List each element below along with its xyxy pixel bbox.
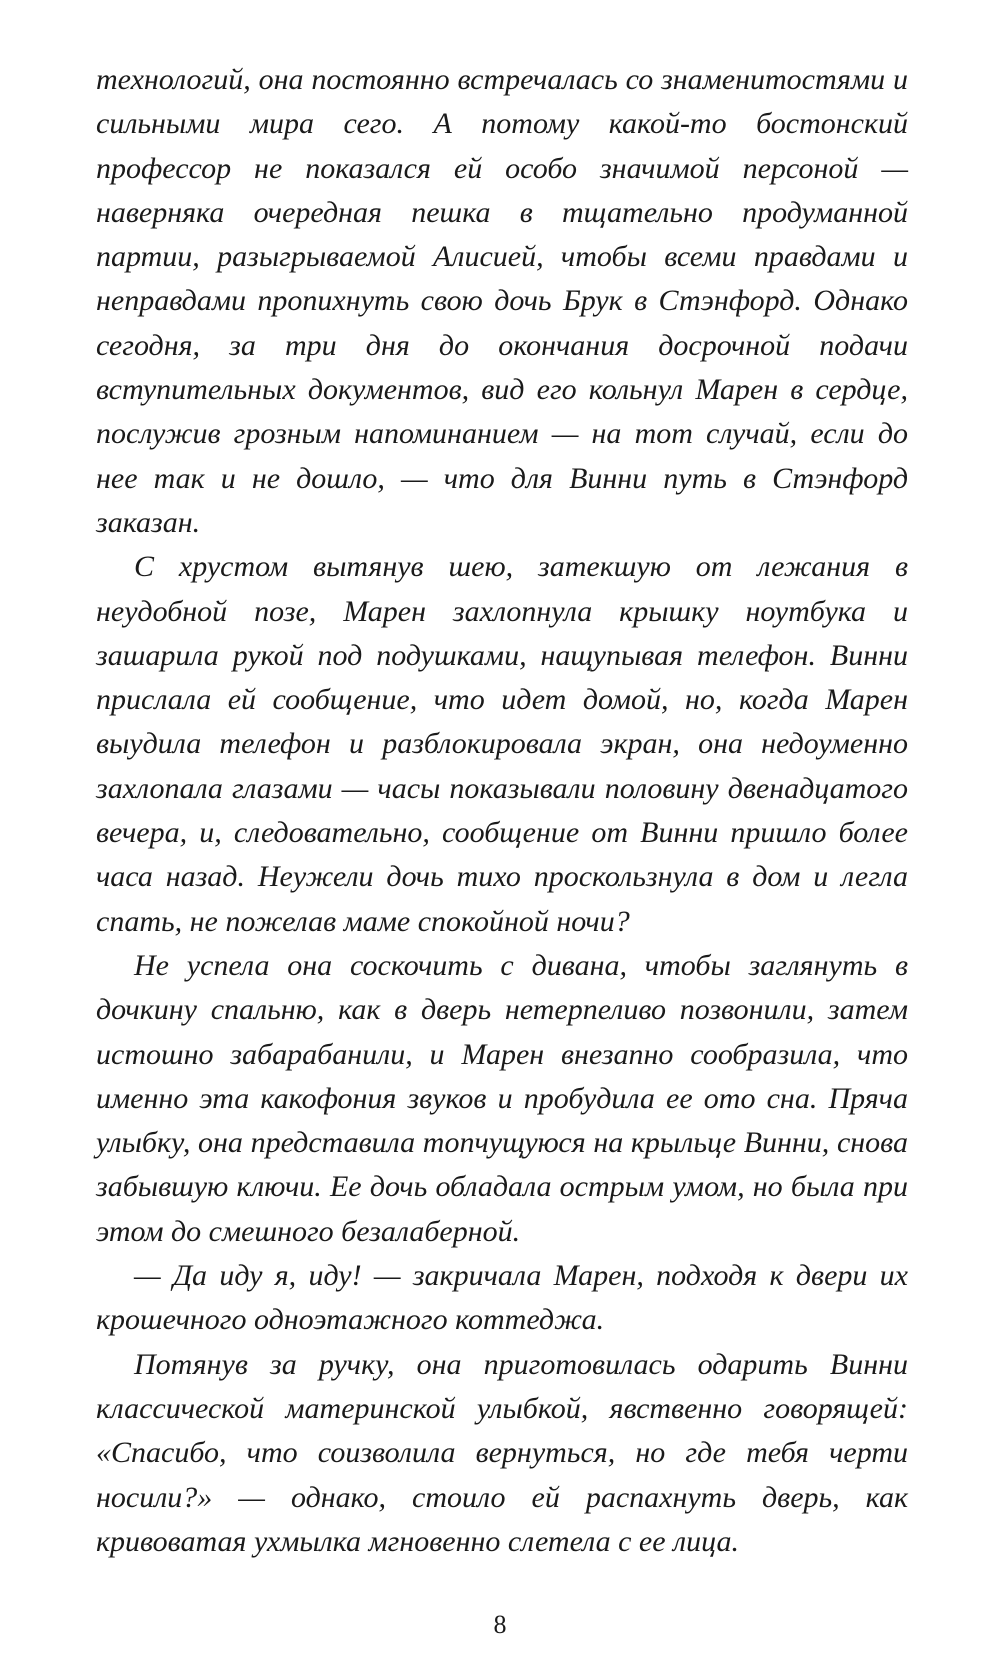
- page-text: [96, 58, 908, 1558]
- page-number: 8: [493, 1610, 507, 1639]
- paragraph-dialogue: — Да иду я, иду! — закричала Марен, подходя к двери их крошечного одноэтажного коттеджа.: [96, 1259, 908, 1337]
- paragraph-door: Не успела она соскочить с дивана, чтобы заглянуть в дочкину спальню, как в дверь нетерпеливо позвонили, затем истошно забарабанили, и Марен внезапно сообразила, что именно эта какофония звуков и пробудила ее ото сна. Пряча улыбку, она представила топчущуюся на крыльце Винни, снова забывшую ключи. Ее дочь обладала острым умом, но была при этом до смешного безалаберной.: [96, 948, 908, 1248]
- paragraph-phone: С хрустом вытянув шею, затекшую от лежания в неудобной позе, Марен захлопнула крышку ноутбука и зашарила рукой под подушками, нащупывая телефон. Винни прислала ей сообщение, что идет домой, но, когда Марен выудила телефон и разблокировала экран, она недоуменно захлопала глазами — часы показывали половину двенадцатого вечера, и, следовательно, сообщение от Винни пришло более часа назад. Неужели дочь тихо проскользнула в дом и легла спать, не пожелав маме спокойной ночи?: [96, 550, 908, 938]
- paragraph-smile: Потянув за ручку, она приготовилась одарить Винни классической материнской улыбкой, явственно говорящей: «Спасибо, что соизволила вернуться, но где тебя черти носили?» — однако, стоило ей распахнуть дверь, как кривоватая ухмылка мгновенно слетела с ее лица.: [96, 1347, 908, 1558]
- paragraph-continuation: технологий, она постоянно встречалась со знаменитостями и сильными мира сего. А потому какой-то бостонский профессор не показался ей особо значимой персоной — наверняка очередная пешка в тщательно продуманной партии, разыгрываемой Алисией, чтобы всеми правдами и неправдами пропихнуть свою дочь Брук в Стэнфорд. Однако сегодня, за три дня до окончания досрочной подачи вступительных документов, вид его кольнул Марен в сердце, послужив грозным напоминанием — на тот случай, если до нее так и не дошло, — что для Винни путь в Стэнфорд заказан.: [96, 63, 908, 539]
